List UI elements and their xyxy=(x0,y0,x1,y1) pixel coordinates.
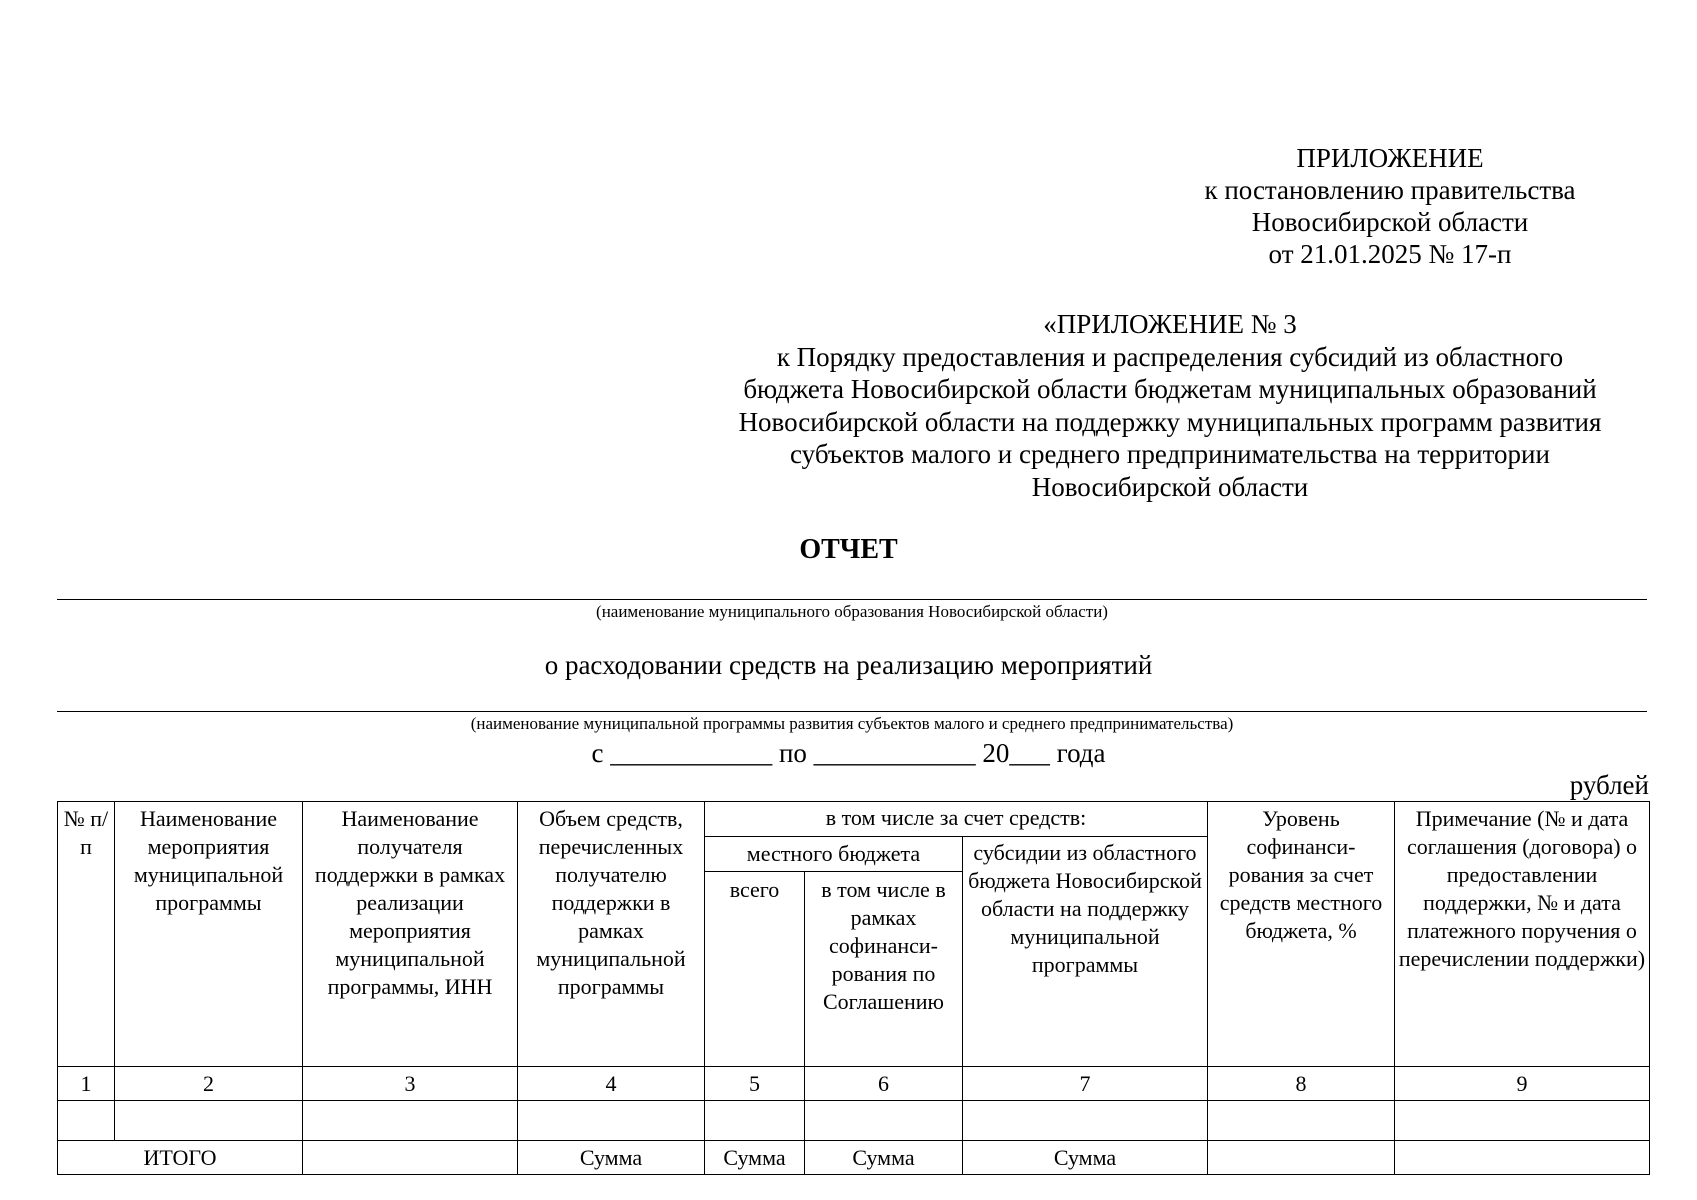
table-row xyxy=(58,1101,1650,1141)
header-col-6: в том числе в рамках софинанси-рования по Соглашению xyxy=(805,872,963,1067)
header-col-8: Уровень софинанси-рования за счет средств местного бюджета, % xyxy=(1208,802,1395,1067)
table-cell xyxy=(805,1101,963,1141)
table-cell xyxy=(58,1101,115,1141)
header-col-4: Объем средств, перечисленных получателю поддержки в рамках муниципальной программы xyxy=(518,802,705,1067)
column-number: 9 xyxy=(1395,1067,1650,1101)
total-sum-col-4: Сумма xyxy=(518,1141,705,1175)
annex-title: ПРИЛОЖЕНИЕ xyxy=(1296,143,1484,173)
column-number: 6 xyxy=(805,1067,963,1101)
report-table xyxy=(57,801,1650,1175)
program-hint: (наименование муниципальной программы развития субъектов малого и среднего предпринимательства) xyxy=(470,714,1234,733)
order-annex-line-3: Новосибирской области на поддержку муниципальных программ развития xyxy=(738,406,1602,437)
header-col-9: Примечание (№ и дата соглашения (договора) о предоставлении поддержки, № и дата платежного поручения о перечислении поддержки) xyxy=(1395,802,1650,1067)
header-col-7: субсидии из областного бюджета Новосибирской области на поддержку муниципальной программы xyxy=(963,837,1208,1067)
report-title: ОТЧЕТ xyxy=(799,534,898,565)
order-annex-line-5: Новосибирской области xyxy=(1031,471,1309,502)
table-cell xyxy=(963,1101,1208,1141)
column-numbers-row xyxy=(58,1067,1650,1101)
column-number: 8 xyxy=(1208,1067,1395,1101)
total-sum-col-7: Сумма xyxy=(963,1141,1208,1175)
total-sum-col-5: Сумма xyxy=(705,1141,805,1175)
total-cell-9 xyxy=(1395,1141,1650,1175)
header-row-1 xyxy=(58,802,1650,837)
order-annex-title: «ПРИЛОЖЕНИЕ № 3 xyxy=(1043,309,1297,339)
annex-header xyxy=(1150,142,1630,270)
table-cell xyxy=(1208,1101,1395,1141)
column-number: 1 xyxy=(58,1067,115,1101)
column-number: 7 xyxy=(963,1067,1208,1101)
order-annex-header xyxy=(690,308,1650,503)
column-number: 3 xyxy=(303,1067,518,1101)
header-col-1: № п/п xyxy=(58,802,115,1067)
total-cell-3 xyxy=(303,1141,518,1175)
header-col-3: Наименование получателя поддержки в рамках реализации мероприятия муниципальной программы, ИНН xyxy=(303,802,518,1067)
annex-line-2: Новосибирской области xyxy=(1251,207,1529,237)
order-annex-line-1: к Порядку предоставления и распределения субсидий из областного xyxy=(776,341,1564,372)
currency-label: рублей xyxy=(1569,770,1649,800)
column-number: 5 xyxy=(705,1067,805,1101)
table-cell xyxy=(115,1101,303,1141)
total-cell-8 xyxy=(1208,1141,1395,1175)
municipality-fill-line xyxy=(57,599,1647,600)
municipality-hint: (наименование муниципального образования Новосибирской области) xyxy=(596,602,1108,621)
order-annex-line-4: субъектов малого и среднего предпринимательства на территории xyxy=(790,439,1550,469)
order-annex-line-2: бюджета Новосибирской области бюджетам муниципальных образований xyxy=(743,374,1597,404)
program-fill-line xyxy=(57,711,1647,712)
column-number: 2 xyxy=(115,1067,303,1101)
table-cell xyxy=(1395,1101,1650,1141)
total-row xyxy=(58,1141,1650,1175)
table-cell xyxy=(518,1101,705,1141)
total-sum-col-6: Сумма xyxy=(805,1141,963,1175)
table-cell xyxy=(303,1101,518,1141)
header-col-2: Наименование мероприятия муниципальной программы xyxy=(115,802,303,1067)
report-subtitle: о расходовании средств на реализацию мероприятий xyxy=(544,650,1153,680)
header-group-funding: в том числе за счет средств: xyxy=(705,802,1208,837)
table-cell xyxy=(705,1101,805,1141)
header-local-budget: местного бюджета xyxy=(705,837,963,872)
annex-line-3: от 21.01.2025 № 17-п xyxy=(1268,239,1512,269)
header-col-5: всего xyxy=(705,872,805,1067)
report-period: с ____________ по ____________ 20___ года xyxy=(591,738,1106,768)
annex-line-1: к постановлению правительства xyxy=(1204,175,1576,205)
total-label: ИТОГО xyxy=(58,1141,303,1175)
column-number: 4 xyxy=(518,1067,705,1101)
